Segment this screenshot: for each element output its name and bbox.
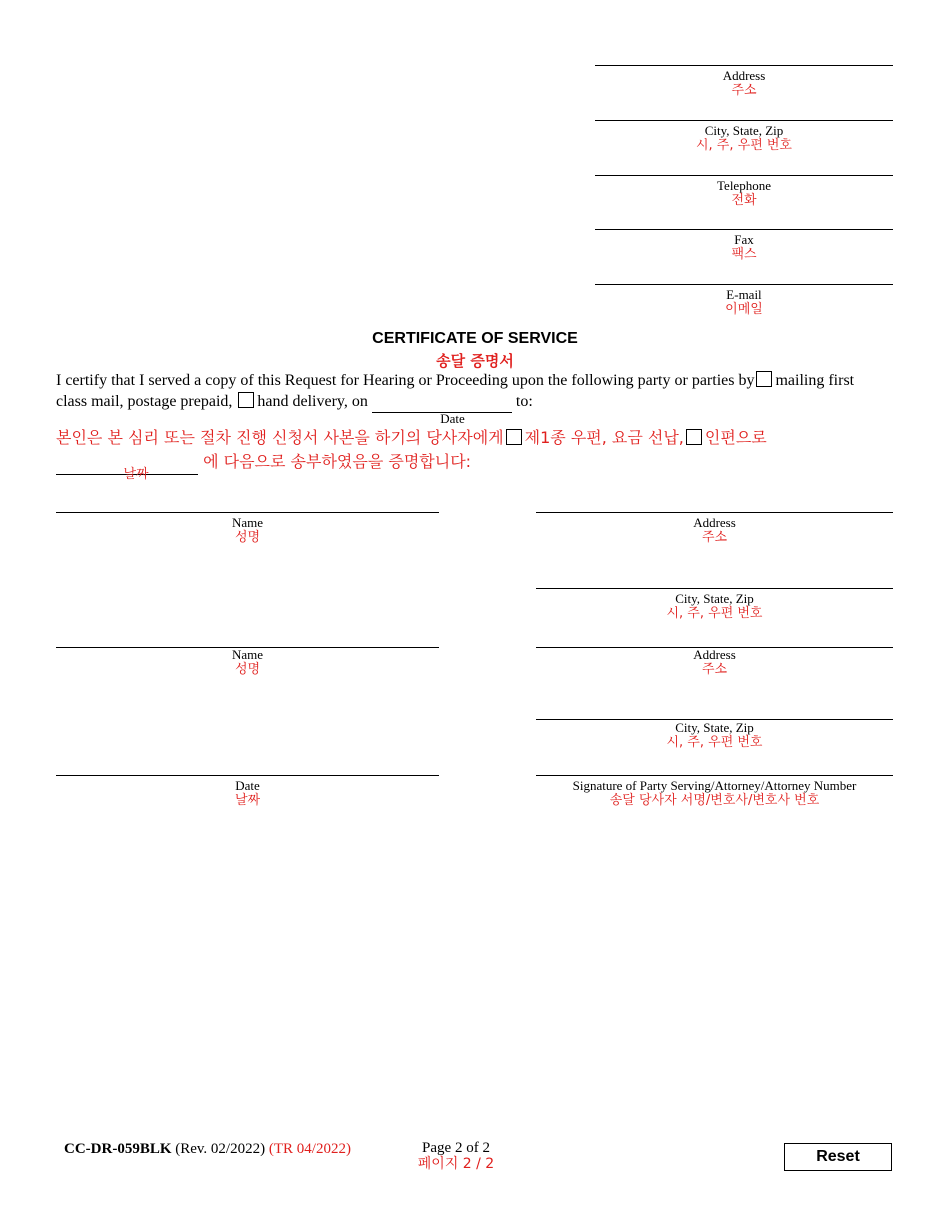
certify-paragraph-ko: 본인은 본 심리 또는 절차 진행 신청서 사본을 하기의 당사자에게 제1종 우편, 요금 선납, 인편으로 에 다음으로 송부하였음을 증명합니다:	[56, 426, 767, 475]
address-label: Address 주소	[722, 68, 766, 98]
party-address-line-1[interactable]	[536, 512, 893, 513]
certificate-title-ko: 송달 증명서	[436, 352, 514, 370]
mailing-checkbox-ko[interactable]	[506, 429, 522, 445]
email-line[interactable]	[595, 284, 893, 285]
signature-label: Signature of Party Serving/Attorney/Attorney Number 송달 당사자 서명/변호사/변호사 번호	[572, 778, 857, 808]
certify-paragraph: I certify that I served a copy of this Request for Hearing or Proceeding upon the following party or parties by mailing first class mail, postage prepaid, hand delivery, on to:	[56, 370, 906, 413]
signature-line[interactable]	[536, 775, 893, 776]
page-number: Page 2 of 2 페이지 2 / 2	[417, 1140, 495, 1172]
date-line[interactable]	[56, 775, 439, 776]
fax-line[interactable]	[595, 229, 893, 230]
mailing-checkbox[interactable]	[756, 371, 772, 387]
party-city-label-1: City, State, Zip 시, 주, 우편 번호	[666, 591, 763, 621]
telephone-line[interactable]	[595, 175, 893, 176]
party-address-label-2: Address 주소	[693, 647, 736, 677]
hand-delivery-checkbox-ko[interactable]	[686, 429, 702, 445]
hand-delivery-checkbox[interactable]	[238, 392, 254, 408]
name-label-2: Name 성명	[231, 647, 264, 677]
date-caption-ko: 날짜	[123, 467, 149, 482]
name-label-1: Name 성명	[231, 515, 264, 545]
email-label: E-mail 이메일	[725, 287, 763, 317]
certificate-title: CERTIFICATE OF SERVICE	[372, 330, 578, 347]
city-state-zip-line[interactable]	[595, 120, 893, 121]
telephone-label: Telephone 전화	[717, 178, 771, 208]
party-address-label-1: Address 주소	[693, 515, 736, 545]
address-line[interactable]	[595, 65, 893, 66]
party-city-label-2: City, State, Zip 시, 주, 우편 번호	[666, 720, 763, 750]
service-date-field[interactable]	[372, 391, 512, 413]
party-city-line-1[interactable]	[536, 588, 893, 589]
name-line-1[interactable]	[56, 512, 439, 513]
fax-label: Fax 팩스	[731, 232, 757, 262]
form-code: CC-DR-059BLK (Rev. 02/2022) (TR 04/2022)	[64, 1141, 351, 1157]
date-caption: Date	[440, 411, 465, 426]
city-state-zip-label: City, State, Zip 시, 주, 우편 번호	[695, 123, 792, 153]
reset-button[interactable]: Reset	[784, 1143, 892, 1171]
date-label: Date 날짜	[234, 778, 261, 808]
